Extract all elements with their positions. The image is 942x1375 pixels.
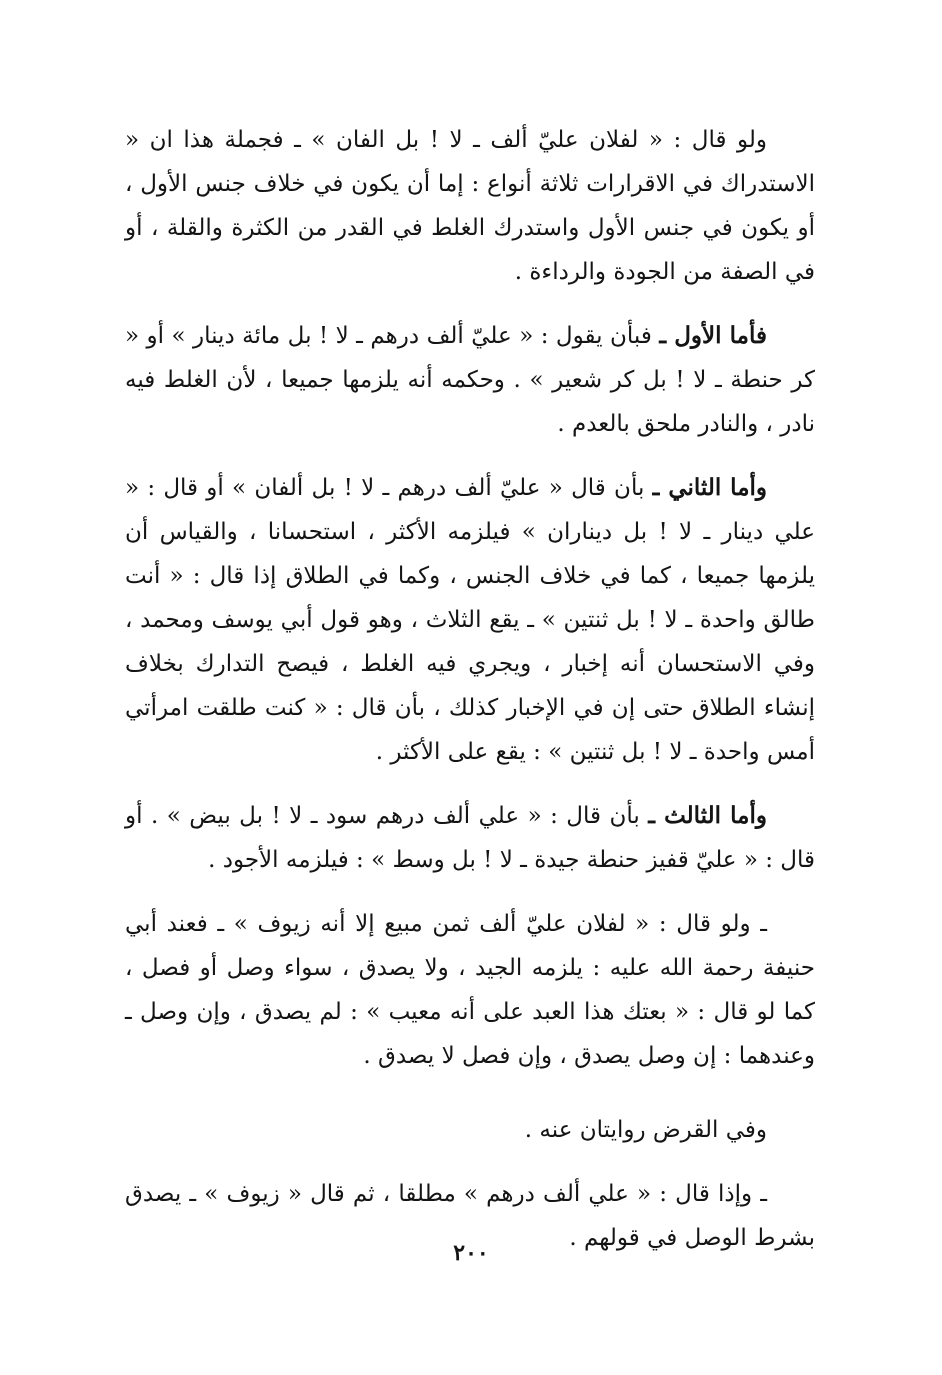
paragraph-6	[125, 1108, 815, 1152]
paragraph-3-text: بأن قال « عليّ ألف درهم ـ لا ! بل ألفان » أو قال : « علي دينار ـ لا ! بل ديناران » فيلزمه الأكثر ، استحسانا ، والقياس أن يلزمها جميعا ، كما في خلاف الجنس ، وكما في الطلاق إذا قال : « أنت طالق واحدة ـ لا ! بل ثنتين » ـ يقع الثلاث ، وهو قول أبي يوسف ومحمد ، وفي الاستحسان أنه إخبار ، ويجري فيه الغلط ، فيصح التدارك بخلاف إنشاء الطلاق حتى إن في الإخبار كذلك ، بأن قال : « كنت طلقت امرأتي أمس واحدة ـ لا ! بل ثنتين » : يقع على الأكثر .	[125, 475, 815, 765]
paragraph-2-lead: فأما الأول ـ	[659, 322, 767, 349]
paragraph-7-text: ـ وإذا قال : « علي ألف درهم » مطلقا ، ثم قال « زيوف » ـ يصدق بشرط الوصل في قولهم .	[125, 1181, 815, 1251]
paragraph-1	[125, 118, 815, 294]
page-body	[125, 118, 815, 1280]
page-number: ٢٠٠	[453, 1240, 489, 1266]
paragraph-6-text: وفي القرض روايتان عنه .	[524, 1117, 767, 1143]
paragraph-5	[125, 902, 815, 1078]
paragraph-4-lead: وأما الثالث ـ	[648, 802, 767, 829]
paragraph-2-text: فبأن يقول : « عليّ ألف درهم ـ لا ! بل مائة دينار » أو « كر حنطة ـ لا ! بل كر شعير » . وحكمه أنه يلزمها جميعا ، لأن الغلط فيه نادر ، والنادر ملحق بالعدم .	[125, 323, 815, 437]
paragraph-4-text: بأن قال : « علي ألف درهم سود ـ لا ! بل بيض » . أو قال : « عليّ قفيز حنطة جيدة ـ لا ! بل وسط » : فيلزمه الأجود .	[125, 803, 815, 873]
paragraph-3-lead: وأما الثاني ـ	[652, 474, 768, 501]
paragraph-4	[125, 794, 815, 882]
paragraph-2	[125, 314, 815, 446]
paragraph-1-text: ولو قال : « لفلان عليّ ألف ـ لا ! بل الفان » ـ فجملة هذا ان « الاستدراك في الاقرارات ثلاثة أنواع : إما أن يكون في خلاف جنس الأول ، أو يكون في جنس الأول واستدرك الغلط في القدر من الكثرة والقلة ، أو في الصفة من الجودة والرداءة .	[125, 127, 815, 285]
paragraph-3	[125, 466, 815, 774]
paragraph-5-text: ـ ولو قال : « لفلان عليّ ألف ثمن مبيع إلا أنه زيوف » ـ فعند أبي حنيفة رحمة الله عليه : يلزمه الجيد ، ولا يصدق ، سواء وصل أو فصل ، كما لو قال : « بعتك هذا العبد على أنه معيب » : لم يصدق ، وإن وصل ـ وعندهما : إن وصل يصدق ، وإن فصل لا يصدق .	[125, 911, 815, 1069]
